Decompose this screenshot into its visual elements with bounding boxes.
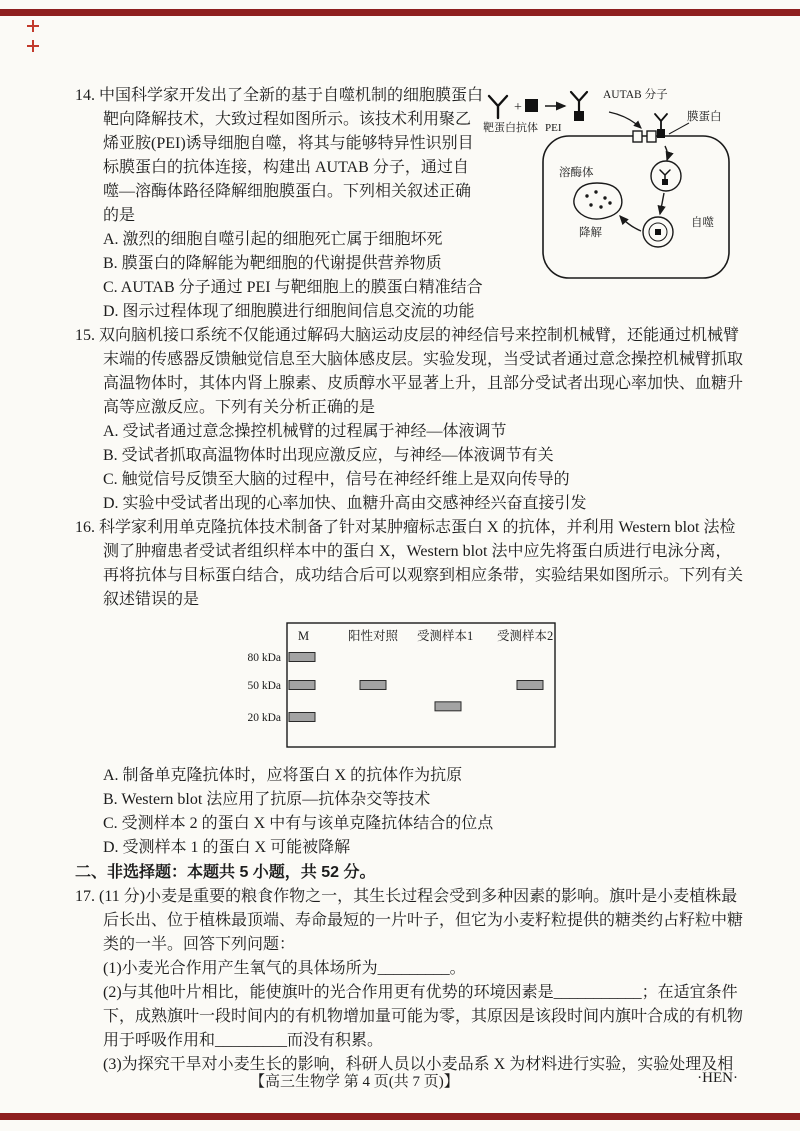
q15-option-a: A. 受试者通过意念操控机械臂的过程属于神经—体液调节 <box>103 423 507 440</box>
gel-bands <box>289 653 543 722</box>
membrane-protein-icon <box>647 131 656 142</box>
plus-sign: + <box>514 100 522 115</box>
q17-part-3: (3)为探究干旱对小麦生长的影响，科研人员以小麦品系 X 为材料进行实验，实验处理及相 <box>103 1056 734 1073</box>
autophagosome-arrow <box>660 193 664 214</box>
gel-lane-positive: 阳性对照 <box>348 629 399 643</box>
autab-on-membrane-square <box>657 129 665 138</box>
question-14 <box>75 84 747 324</box>
q16-option-c: C. 受测样本 2 的蛋白 X 中有与该单克隆抗体结合的位点 <box>103 815 494 832</box>
q16-figure <box>235 619 747 759</box>
q14-option-b: B. 膜蛋白的降解能为靶细胞的代谢提供营养物质 <box>103 255 442 272</box>
autab-molecule-icon <box>571 92 587 111</box>
q17-part-2: (2)与其他叶片相比，能使旗叶的光合作用更有优势的环境因素是___________；在适宜条件下，成熟旗叶一段时间内的有机物增加量可能为零，其原因是该段时间内旗叶合成的有机物用于呼吸作用和_________而没有积累。 <box>103 984 744 1049</box>
endocytosis-arrow <box>665 146 668 160</box>
q15-option-b: B. 受试者抓取高温物体时出现应激反应，与神经—体液调节有关 <box>103 447 554 464</box>
question-17 <box>75 885 747 1077</box>
q16-number: 16. <box>75 519 95 536</box>
q14-number: 14. <box>75 87 95 104</box>
q17-number: 17. <box>75 888 95 905</box>
cell-outline <box>543 136 729 278</box>
registration-mark <box>27 20 39 32</box>
lysosome-enzymes <box>585 190 611 208</box>
q15-number: 15. <box>75 327 95 344</box>
antibody-label: 靶蛋白抗体 <box>483 122 538 134</box>
gel-lane-m: M <box>298 629 310 643</box>
q16-stem: 16. 科学家利用单克隆抗体技术制备了针对某肿瘤标志蛋白 X 的抗体，并利用 Western blot 法检测了肿瘤患者受试者组织样本中的蛋白 X，Western blot 法中应先将蛋白质进行电泳分离，再将抗体与目标蛋白结合，成功结合后可以观察到相应条带，实验结果如图所示。下列有关叙述错误的是 <box>75 519 744 608</box>
autab-on-membrane-icon <box>655 114 667 129</box>
autophagosome-cargo <box>655 229 661 235</box>
pei-label: PEI <box>545 122 562 134</box>
degrade-label: 降解 <box>579 227 602 239</box>
print-border-bottom <box>0 1113 800 1120</box>
q16-option-d: D. 受测样本 1 的蛋白 X 可能被降解 <box>103 839 351 856</box>
autophagy-diagram <box>483 84 755 290</box>
section-2-header: 二、非选择题：本题共 5 小题，共 52 分。 <box>75 864 376 881</box>
q15-option-c: C. 触觉信号反馈至大脑的过程中，信号在神经纤维上是双向传导的 <box>103 471 570 488</box>
gel-marker-80: 80 kDa <box>247 652 281 664</box>
lysosome-icon <box>574 183 622 219</box>
q16-option-a: A. 制备单克隆抗体时，应将蛋白 X 的抗体作为抗原 <box>103 767 463 784</box>
autab-to-membrane-arrow <box>609 112 641 128</box>
question-15 <box>75 324 747 516</box>
membrane-protein-label: 膜蛋白 <box>687 111 722 123</box>
page-footer <box>0 1070 800 1094</box>
q17-part-1: (1)小麦光合作用产生氧气的具体场所为_________。 <box>103 960 466 977</box>
gel-band <box>289 713 315 722</box>
western-blot-diagram <box>235 619 565 751</box>
registration-mark <box>27 40 39 52</box>
autab-label: AUTAB 分子 <box>603 89 668 101</box>
vesicle-cargo-square <box>662 179 668 185</box>
q15-stem: 15. 双向脑机接口系统不仅能通过解码大脑运动皮层的神经信号来控制机械臂，还能通过机械臂末端的传感器反馈触觉信息至大脑体感皮层。实验发现，当受试者通过意念操控机械臂抓取高温物体时，其体内肾上腺素、皮质醇水平显著上升，且部分受试者出现心率加快、血糖升高等应激反应。下列有关分析正确的是 <box>75 327 744 416</box>
lysosome-label: 溶酶体 <box>559 167 594 179</box>
pei-square-icon <box>525 99 538 112</box>
membrane-protein-pointer <box>669 123 689 134</box>
page-content <box>75 84 747 1077</box>
question-16 <box>75 516 747 860</box>
gel-lane-sample2: 受测样本2 <box>497 629 554 643</box>
vesicle-icon <box>651 161 681 191</box>
membrane-protein-icon <box>633 131 642 142</box>
q15-option-d: D. 实验中受试者出现的心率加快、血糖升高由交感神经兴奋直接引发 <box>103 495 587 512</box>
q14-option-a: A. 激烈的细胞自噬引起的细胞死亡属于细胞坏死 <box>103 231 443 248</box>
q14-option-d: D. 图示过程体现了细胞膜进行细胞间信息交流的功能 <box>103 303 475 320</box>
degrade-arrow <box>620 216 641 231</box>
gel-band <box>517 681 543 690</box>
gel-band <box>360 681 386 690</box>
gel-marker-50: 50 kDa <box>247 680 281 692</box>
autophagy-label: 自噬 <box>691 217 714 229</box>
gel-band <box>435 702 461 711</box>
q14-stem: 14. 中国科学家开发出了全新的基于自噬机制的细胞膜蛋白靶向降解技术，大致过程如图所示。该技术利用聚乙烯亚胺(PEI)诱导细胞自噬，将其与能够特异性识别目标膜蛋白的抗体连接，构建出 AUTAB 分子，通过自噬—溶酶体路径降解细胞膜蛋白。下列相关叙述正确的是 <box>75 87 484 224</box>
footer-title-page: 【高三生物学 第 4 页(共 7 页)】 <box>250 1074 459 1090</box>
print-border-top <box>0 9 800 16</box>
q14-option-c: C. AUTAB 分子通过 PEI 与靶细胞上的膜蛋白精准结合 <box>103 279 483 296</box>
q16-option-b: B. Western blot 法应用了抗原—抗体杂交等技术 <box>103 791 431 808</box>
antibody-y-icon <box>489 96 507 118</box>
gel-marker-20: 20 kDa <box>247 712 281 724</box>
gel-band <box>289 681 315 690</box>
footer-code: ·HEN· <box>697 1070 738 1086</box>
q17-stem: 17. (11 分)小麦是重要的粮食作物之一，其生长过程会受到多种因素的影响。旗叶是小麦植株最后长出、位于植株最顶端、寿命最短的一片叶子，但它为小麦籽粒提供的糖类约占籽粒中糖类的一半。回答下列问题： <box>75 888 744 953</box>
q14-figure <box>483 84 755 290</box>
gel-band <box>289 653 315 662</box>
gel-lane-sample1: 受测样本1 <box>417 629 474 643</box>
autab-pei-square <box>574 111 584 121</box>
